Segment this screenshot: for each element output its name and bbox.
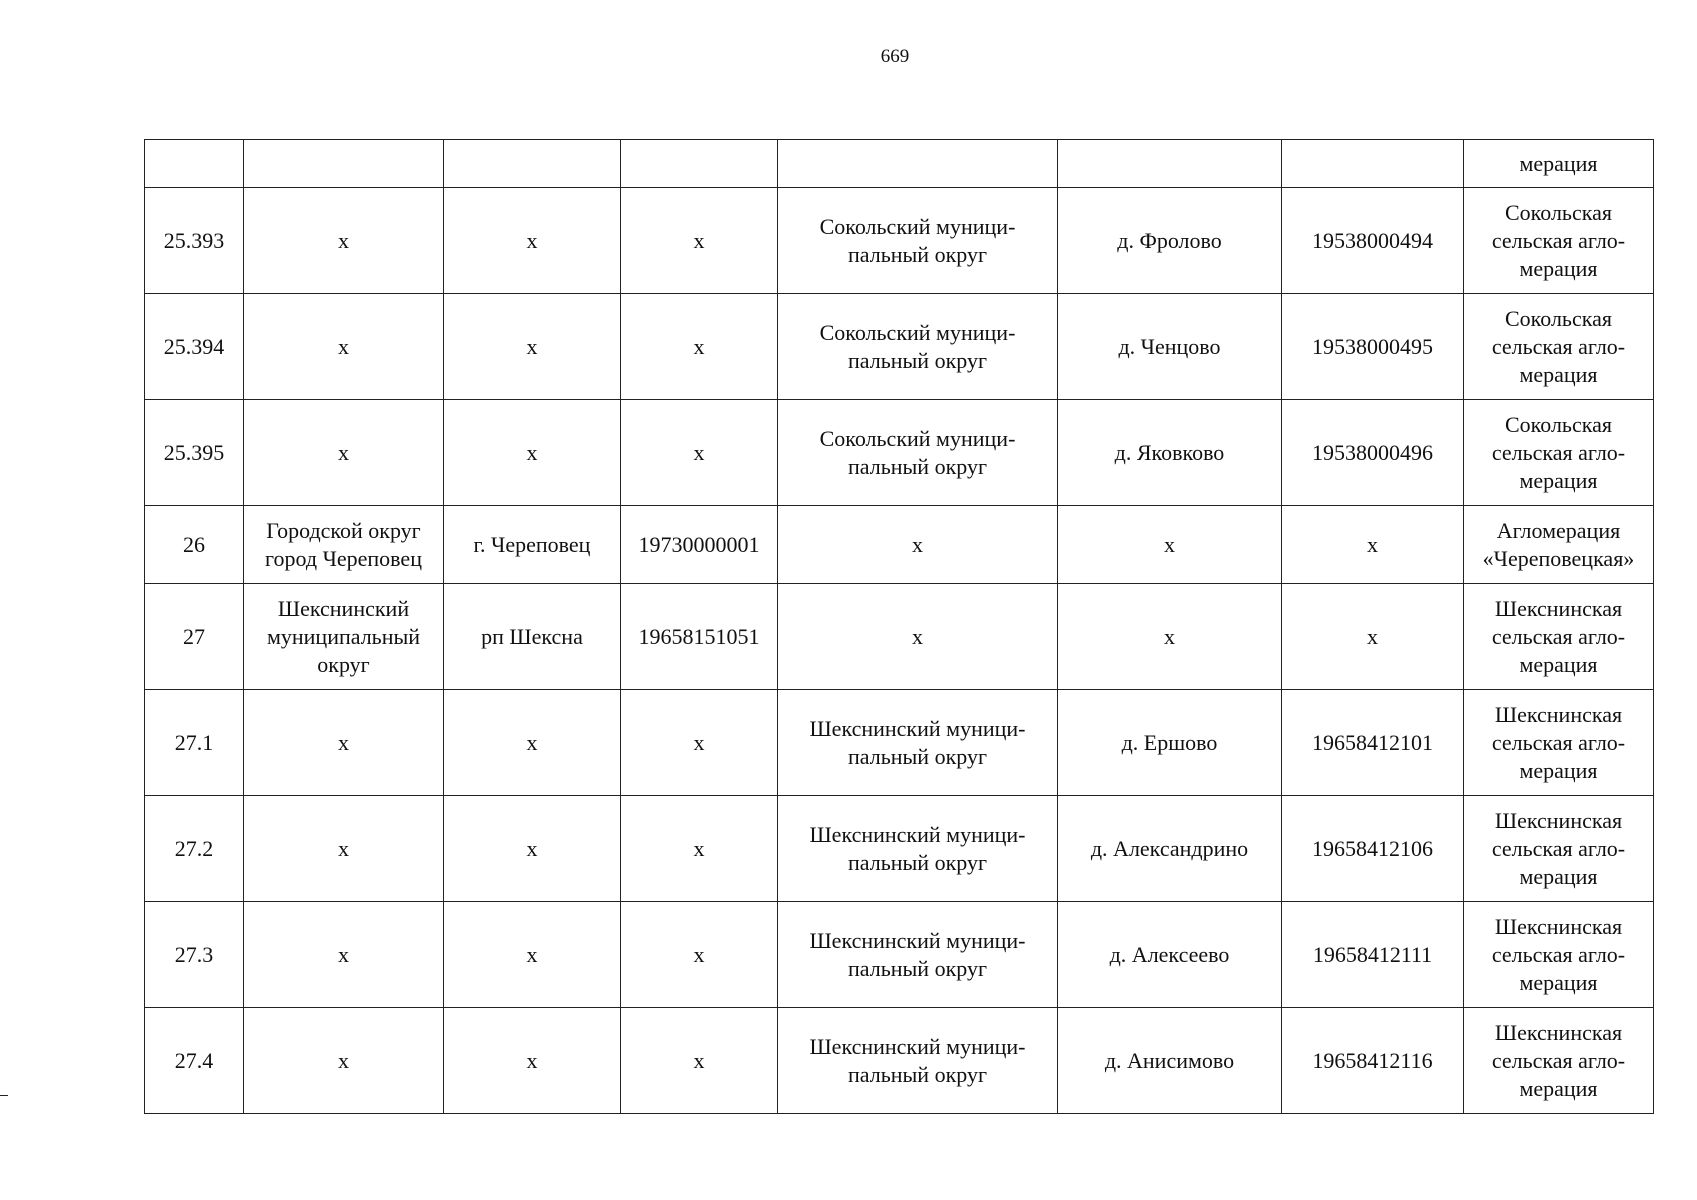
table-cell: д. Анисимово (1058, 1008, 1282, 1114)
table-cell: x (244, 796, 444, 902)
table-cell (1058, 140, 1282, 188)
table-cell: 19658412101 (1282, 690, 1464, 796)
table-cell: x (244, 1008, 444, 1114)
table-cell: д. Алексеево (1058, 902, 1282, 1008)
table-cell: x (244, 690, 444, 796)
row-number-cell: 27.1 (145, 690, 244, 796)
table-cell (1282, 140, 1464, 188)
table-cell: 19730000001 (621, 506, 778, 584)
table-cell: x (244, 294, 444, 400)
table-cell: x (444, 796, 621, 902)
table-row (145, 400, 1654, 506)
table-cell: x (244, 188, 444, 294)
table-cell: x (444, 294, 621, 400)
table-cell: x (621, 400, 778, 506)
row-number-cell: 27.3 (145, 902, 244, 1008)
table-cell: д. Фролово (1058, 188, 1282, 294)
row-number-cell: 25.395 (145, 400, 244, 506)
table-cell: 19658151051 (621, 584, 778, 690)
table-cell: x (444, 902, 621, 1008)
table-cell: Шекснинский муници- пальный округ (778, 1008, 1058, 1114)
table-cell: Сокольский муници- пальный округ (778, 294, 1058, 400)
table-cell: Шекснинская сельская агло- мерация (1464, 796, 1654, 902)
table-cell: x (1282, 584, 1464, 690)
table-cell: x (621, 1008, 778, 1114)
table-cell: x (244, 400, 444, 506)
table-cell: Сокольский муници- пальный округ (778, 188, 1058, 294)
table-row (145, 294, 1654, 400)
table-cell: Шекснинская сельская агло- мерация (1464, 902, 1654, 1008)
row-number-cell: 25.394 (145, 294, 244, 400)
table-cell: x (621, 188, 778, 294)
table-cell: Шекснинский муници- пальный округ (778, 796, 1058, 902)
table-cell: Сокольская сельская агло- мерация (1464, 188, 1654, 294)
table-cell: x (444, 400, 621, 506)
table-cell: x (1282, 506, 1464, 584)
table-cell: Городской округ город Череповец (244, 506, 444, 584)
table-row (145, 584, 1654, 690)
table-cell: Шекснинский муниципальный округ (244, 584, 444, 690)
row-number-cell: 27.2 (145, 796, 244, 902)
table-cell: д. Александрино (1058, 796, 1282, 902)
table-cell: x (244, 902, 444, 1008)
table-cell: Шекснинская сельская агло- мерация (1464, 690, 1654, 796)
table-cell: 19538000495 (1282, 294, 1464, 400)
table-cell: Сокольская сельская агло- мерация (1464, 400, 1654, 506)
page-number: 669 (880, 46, 910, 67)
table-cell: Шекснинская сельская агло- мерация (1464, 584, 1654, 690)
table-cell: Агломерация «Череповецкая» (1464, 506, 1654, 584)
table-cell: Сокольский муници- пальный округ (778, 400, 1058, 506)
table-cell: x (1058, 584, 1282, 690)
table-cell: x (1058, 506, 1282, 584)
table-cell: д. Яковково (1058, 400, 1282, 506)
row-number-cell: 25.393 (145, 188, 244, 294)
table-cell: д. Ченцово (1058, 294, 1282, 400)
table-cell: x (621, 690, 778, 796)
table-cell (145, 140, 244, 188)
table-cell: мерация (1464, 140, 1654, 188)
table-cell: 19658412111 (1282, 902, 1464, 1008)
table-row (145, 796, 1654, 902)
table-cell: Шекснинская сельская агло- мерация (1464, 1008, 1654, 1114)
table-cell: x (444, 690, 621, 796)
row-number-cell: 27.4 (145, 1008, 244, 1114)
table-body (145, 140, 1654, 1114)
table-cell (621, 140, 778, 188)
table-cell: 19658412106 (1282, 796, 1464, 902)
table-cell: x (444, 188, 621, 294)
table-cell (244, 140, 444, 188)
margin-mark (0, 1095, 8, 1096)
table-cell: x (778, 584, 1058, 690)
table-cell: 19658412116 (1282, 1008, 1464, 1114)
table-cell: Шекснинский муници- пальный округ (778, 690, 1058, 796)
table-cell: x (778, 506, 1058, 584)
table-cell: рп Шексна (444, 584, 621, 690)
table-cell: 19538000494 (1282, 188, 1464, 294)
table-cell: Шекснинский муници- пальный округ (778, 902, 1058, 1008)
table-cell: д. Ершово (1058, 690, 1282, 796)
data-table (144, 139, 1654, 1114)
table-cell: x (444, 1008, 621, 1114)
table-cell: x (621, 902, 778, 1008)
table-cell: x (621, 796, 778, 902)
table-row (145, 188, 1654, 294)
table-cell: Сокольская сельская агло- мерация (1464, 294, 1654, 400)
table-cell: x (621, 294, 778, 400)
table-row (145, 690, 1654, 796)
table-row (145, 1008, 1654, 1114)
table-cell (778, 140, 1058, 188)
row-number-cell: 26 (145, 506, 244, 584)
table-cell (444, 140, 621, 188)
table-row (145, 506, 1654, 584)
row-number-cell: 27 (145, 584, 244, 690)
table-cell: 19538000496 (1282, 400, 1464, 506)
table-row-continuation (145, 140, 1654, 188)
table-cell: г. Череповец (444, 506, 621, 584)
table-row (145, 902, 1654, 1008)
